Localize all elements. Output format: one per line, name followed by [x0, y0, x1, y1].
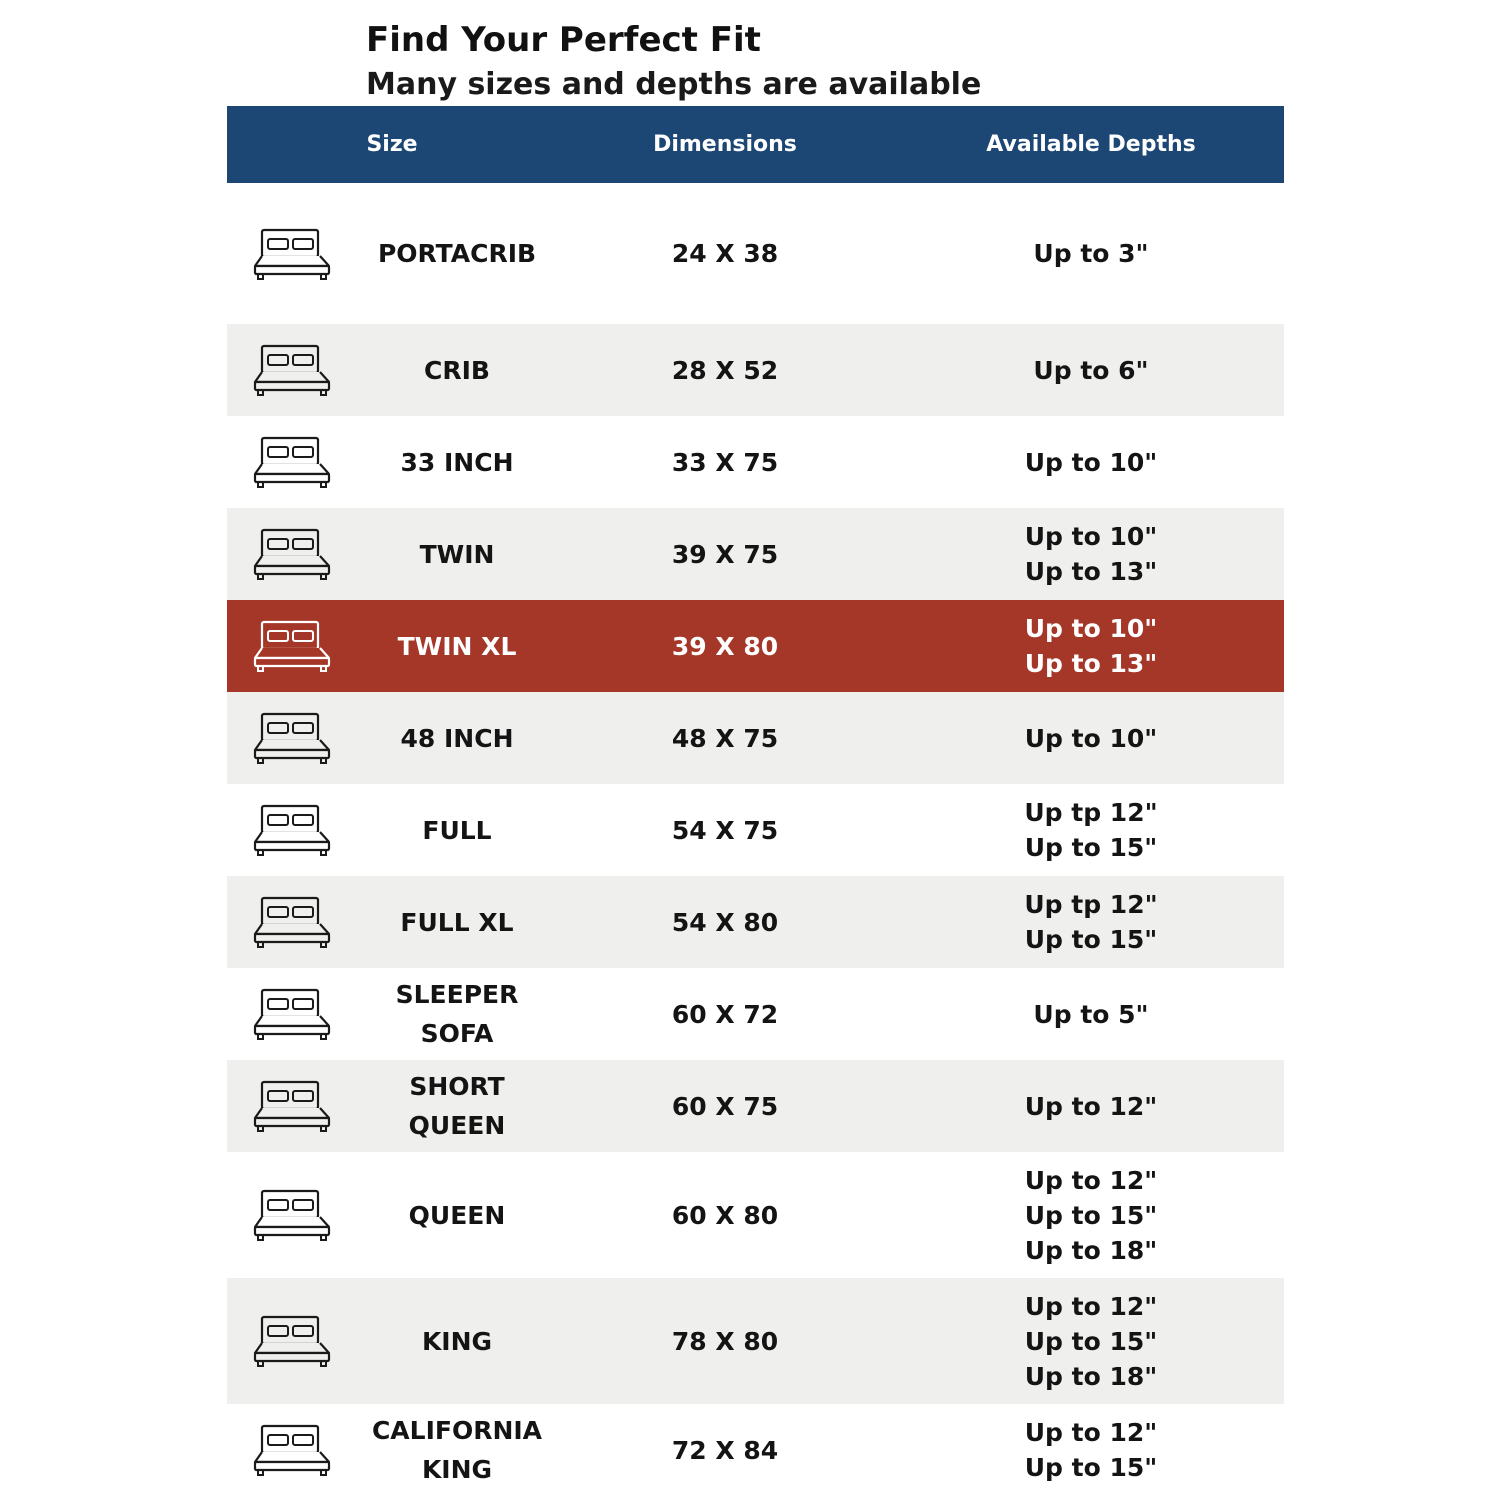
- depths-cell: [948, 1089, 1234, 1124]
- depth-value: Up tp 12": [1024, 798, 1158, 827]
- size-label: 33 INCH: [400, 447, 514, 477]
- table-row: [227, 1278, 1284, 1404]
- table-row: [227, 416, 1284, 508]
- depths-cell: [948, 519, 1234, 589]
- table-row: [227, 692, 1284, 784]
- depth-value: Up to 18": [1024, 1235, 1158, 1265]
- size-label: FULL: [422, 815, 492, 845]
- dimensions-value: 60 X 75: [671, 1091, 779, 1121]
- depths-cell: [948, 236, 1234, 271]
- depth-value: Up to 10": [1024, 614, 1158, 643]
- header-size: Size: [366, 132, 418, 157]
- depths-cell: [948, 887, 1234, 957]
- table-row: [227, 183, 1284, 324]
- depth-value: Up to 18": [1024, 1361, 1158, 1391]
- depth-value: Up to 12": [1024, 1291, 1158, 1321]
- heading: [366, 18, 981, 107]
- size-label: KING: [421, 1326, 493, 1356]
- depth-value: Up tp 12": [1024, 890, 1158, 919]
- depth-value: Up to 5": [1033, 999, 1149, 1029]
- depth-value: Up to 15": [1024, 1200, 1158, 1230]
- size-label: SHORT QUEEN: [408, 1072, 506, 1140]
- depths-cell: [948, 795, 1234, 865]
- depths-cell: [948, 445, 1234, 480]
- table-row: [227, 1152, 1284, 1278]
- dimensions-value: 39 X 75: [671, 539, 779, 569]
- depths-cell: [948, 1163, 1234, 1268]
- dimensions-value: 60 X 80: [671, 1200, 779, 1230]
- dimensions-value: 28 X 52: [671, 355, 779, 385]
- dimensions-value: 39 X 80: [671, 631, 779, 661]
- depth-value: Up to 15": [1024, 1453, 1158, 1482]
- size-label: 48 INCH: [400, 723, 514, 753]
- depths-cell: [948, 1289, 1234, 1394]
- dimensions-value: 33 X 75: [671, 447, 779, 477]
- size-label: TWIN XL: [397, 631, 517, 661]
- depths-cell: [948, 611, 1234, 681]
- dimensions-value: 24 X 38: [671, 239, 779, 268]
- bed-icon: [227, 1423, 357, 1477]
- size-label: TWIN: [419, 539, 495, 569]
- size-table: [227, 106, 1284, 1496]
- depths-cell: [948, 353, 1234, 388]
- depth-value: Up to 10": [1024, 723, 1158, 753]
- bed-icon: [227, 1079, 357, 1133]
- header-available-depths: Available Depths: [986, 132, 1196, 157]
- header-dimensions: Dimensions: [653, 132, 797, 157]
- table-header: [227, 106, 1284, 183]
- bed-icon: [227, 227, 357, 281]
- bed-icon: [227, 803, 357, 857]
- size-label: CRIB: [424, 355, 490, 385]
- depth-value: Up to 13": [1024, 557, 1158, 586]
- bed-icon: [227, 527, 357, 581]
- bed-icon: [227, 619, 357, 673]
- table-row: [227, 324, 1284, 416]
- size-label: QUEEN: [408, 1200, 506, 1230]
- depth-value: Up to 15": [1024, 833, 1158, 862]
- depth-value: Up to 6": [1033, 355, 1149, 385]
- depth-value: Up to 15": [1024, 1326, 1158, 1356]
- depth-value: Up to 12": [1024, 1165, 1158, 1195]
- dimensions-value: 60 X 72: [671, 999, 779, 1029]
- bed-icon: [227, 1314, 357, 1368]
- dimensions-value: 78 X 80: [671, 1326, 779, 1356]
- size-label: PORTACRIB: [377, 239, 537, 268]
- bed-icon: [227, 711, 357, 765]
- depth-value: Up to 10": [1024, 522, 1158, 551]
- depths-cell: [948, 1415, 1234, 1485]
- depths-cell: [948, 721, 1234, 756]
- depth-value: Up to 15": [1024, 925, 1158, 954]
- size-label: SLEEPER SOFA: [395, 980, 519, 1048]
- table-row: [227, 1060, 1284, 1152]
- dimensions-value: 54 X 75: [671, 815, 779, 845]
- depth-value: Up to 10": [1024, 447, 1158, 477]
- table-row: [227, 1404, 1284, 1496]
- dimensions-value: 48 X 75: [671, 723, 779, 753]
- bed-icon: [227, 895, 357, 949]
- dimensions-value: 72 X 84: [671, 1435, 779, 1465]
- table-body: [227, 183, 1284, 1496]
- page-title: Find Your Perfect Fit: [366, 20, 761, 60]
- depth-value: Up to 12": [1024, 1091, 1158, 1121]
- size-label: FULL XL: [400, 907, 514, 937]
- depth-value: Up to 3": [1033, 239, 1149, 268]
- page-subtitle: Many sizes and depths are available: [366, 67, 982, 102]
- table-row: [227, 600, 1284, 692]
- bed-icon: [227, 1188, 357, 1242]
- table-row: [227, 968, 1284, 1060]
- dimensions-value: 54 X 80: [671, 907, 779, 937]
- size-label: CALIFORNIA KING: [371, 1416, 543, 1484]
- depths-cell: [948, 997, 1234, 1032]
- bed-icon: [227, 343, 357, 397]
- table-row: [227, 876, 1284, 968]
- depth-value: Up to 12": [1024, 1418, 1158, 1447]
- depth-value: Up to 13": [1024, 649, 1158, 678]
- bed-icon: [227, 435, 357, 489]
- table-row: [227, 784, 1284, 876]
- bed-icon: [227, 987, 357, 1041]
- table-row: [227, 508, 1284, 600]
